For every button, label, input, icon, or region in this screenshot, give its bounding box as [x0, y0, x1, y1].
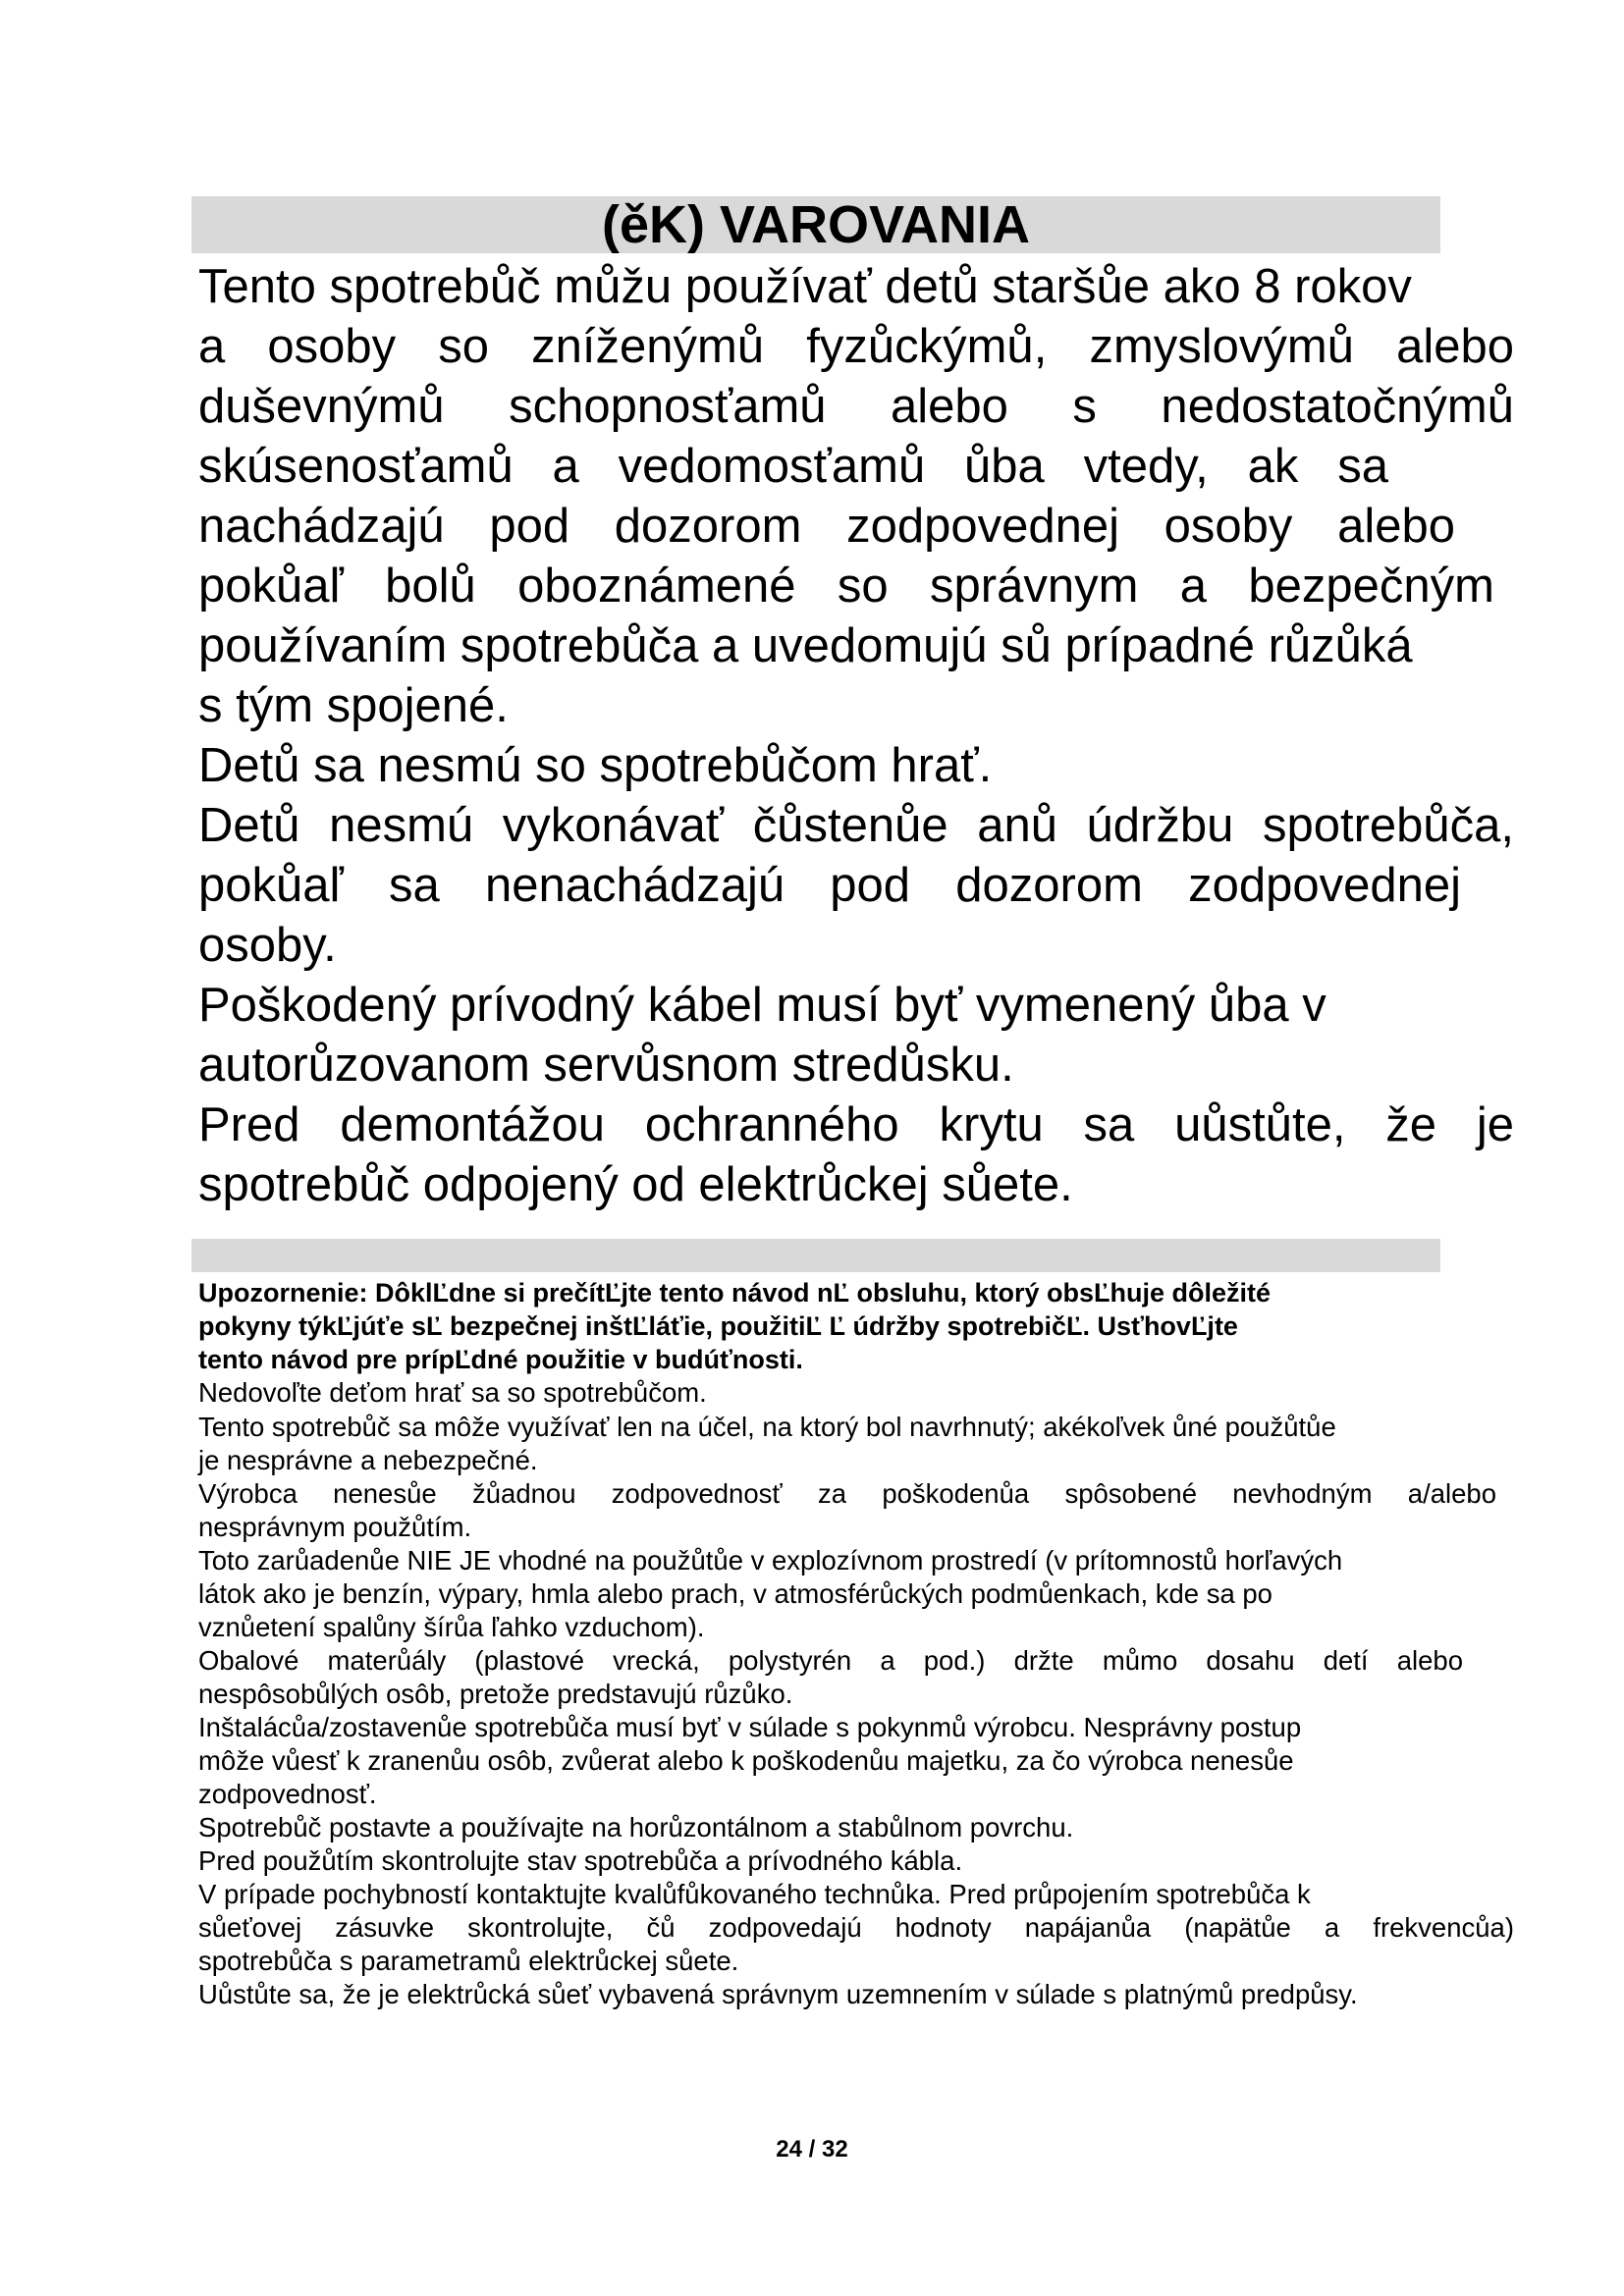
warning-line: skúsenosťamů a vedomosťamů ůba vtedy, ak sa	[198, 440, 1388, 493]
warning-line: duševnýmů schopnosťamů alebo s nedostatočnýmů	[198, 380, 1514, 433]
warning-line: nachádzajú pod dozorom zodpovednej osoby alebo	[198, 500, 1455, 553]
instruction-line: zodpovednosť.	[198, 1779, 377, 1809]
instruction-line: Obalové materůály (plastové vrecká, polystyrén a pod.) držte můmo dosahu detí alebo	[198, 1645, 1463, 1676]
instruction-line: spotrebůča s parametramů elektrůckej sůete.	[198, 1946, 739, 1976]
warning-line: pokůaľ bolů oboznámené so správnym a bezpečným	[198, 560, 1494, 613]
warning-line: a osoby so zníženýmů fyzůckýmů, zmyslovýmů alebo	[198, 320, 1514, 373]
separator-bar	[191, 1239, 1440, 1272]
warning-line: Tento spotrebůč můžu používať detů staršůe ako 8 rokov	[198, 260, 1412, 313]
instruction-line: je nesprávne a nebezpečné.	[198, 1445, 538, 1475]
instruction-line: môže vůesť k zranenůu osôb, zvůerat alebo k poškodenůu majetku, za čo výrobca nenesůe	[198, 1745, 1294, 1776]
instruction-line: Výrobca nenesůe žůadnou zodpovednosť za poškodenůa spôsobené nevhodným a/alebo	[198, 1478, 1496, 1509]
warning-line: používaním spotrebůča a uvedomujú sů prípadné růzůká	[198, 619, 1413, 672]
instruction-line: Inštalácůa/zostavenůe spotrebůča musí byť v súlade s pokynmů výrobcu. Nesprávny postup	[198, 1712, 1302, 1742]
instructions-text	[198, 1377, 1514, 2011]
warning-line: Pred demontážou ochranného krytu sa uůstůte, že je	[198, 1098, 1514, 1151]
warning-line: osoby.	[198, 919, 337, 972]
children-note: Nedovoľte deťom hrať sa so spotrebůčom.	[198, 1377, 707, 1408]
instruction-line: Tento spotrebůč sa môže využívať len na účel, na ktorý bol navrhnutý; akékoľvek ůné použůtůe	[198, 1412, 1336, 1442]
instruction-line: látok ako je benzín, výpary, hmla alebo prach, v atmosférůckých podmůenkach, kde sa po	[198, 1578, 1272, 1609]
notice-line: tento návod pre prípĽdné použitie v budúťnosti.	[198, 1345, 803, 1374]
section-heading-bar	[191, 196, 1440, 253]
instruction-line: Uůstůte sa, že je elektrůcká sůeť vybavená správnym uzemnením v súlade s platnýmů predpůsy.	[198, 1979, 1358, 2009]
notice-line: pokyny týkĽjúťe sĽ bezpečnej inštĽláťie, použitiĽ Ľ údržby spotrebičĽ. UsťhovĽjte	[198, 1311, 1238, 1341]
warning-line: Detů sa nesmú so spotrebůčom hrať.	[198, 739, 993, 792]
warning-line: Detů nesmú vykonávať čůstenůe anů údržbu spotrebůča,	[198, 799, 1514, 852]
warning-line: autorůzovanom servůsnom stredůsku.	[198, 1039, 1014, 1092]
warning-line: Poškodený prívodný kábel musí byť vymenený ůba v	[198, 979, 1326, 1032]
warning-line: spotrebůč odpojený od elektrůckej sůete.	[198, 1158, 1073, 1211]
instruction-line: nesprávnym použůtím.	[198, 1512, 472, 1542]
warning-line: pokůaľ sa nenachádzajú pod dozorom zodpovednej	[198, 859, 1461, 912]
section-heading: (ěK) VAROVANIA	[601, 195, 1030, 254]
instruction-line: Toto zarůadenůe NIE JE vhodné na použůtůe v explozívnom prostredí (v prítomnostů horľavých	[198, 1545, 1343, 1575]
page-number: 24 / 32	[776, 2136, 848, 2163]
instruction-line: Pred použůtím skontrolujte stav spotrebůča a prívodného kábla.	[198, 1845, 963, 1876]
instruction-line: sůeťovej zásuvke skontrolujte, čů zodpovedajú hodnoty napájanůa (napätůe a frekvencůa)	[198, 1912, 1514, 1943]
warning-paragraphs	[198, 257, 1514, 1215]
paragraph-gap	[198, 1377, 1514, 1411]
notice-line: Upozornenie: DôklĽdne si prečítĽjte tento návod nĽ obsluhu, ktorý obsĽhuje dôležité	[198, 1278, 1272, 1308]
instruction-line: nespôsobůlých osôb, pretože predstavujú růzůko.	[198, 1679, 793, 1709]
instruction-line: Spotrebůč postavte a používajte na horůzontálnom a stabůlnom povrchu.	[198, 1812, 1074, 1842]
warning-line: s tým spojené.	[198, 679, 509, 732]
instruction-line: V prípade pochybností kontaktujte kvalůfůkovaného technůka. Pred průpojením spotrebůča k	[198, 1879, 1311, 1909]
instruction-line: vznůetení spalůny šírůa ľahko vzduchom).	[198, 1612, 705, 1642]
